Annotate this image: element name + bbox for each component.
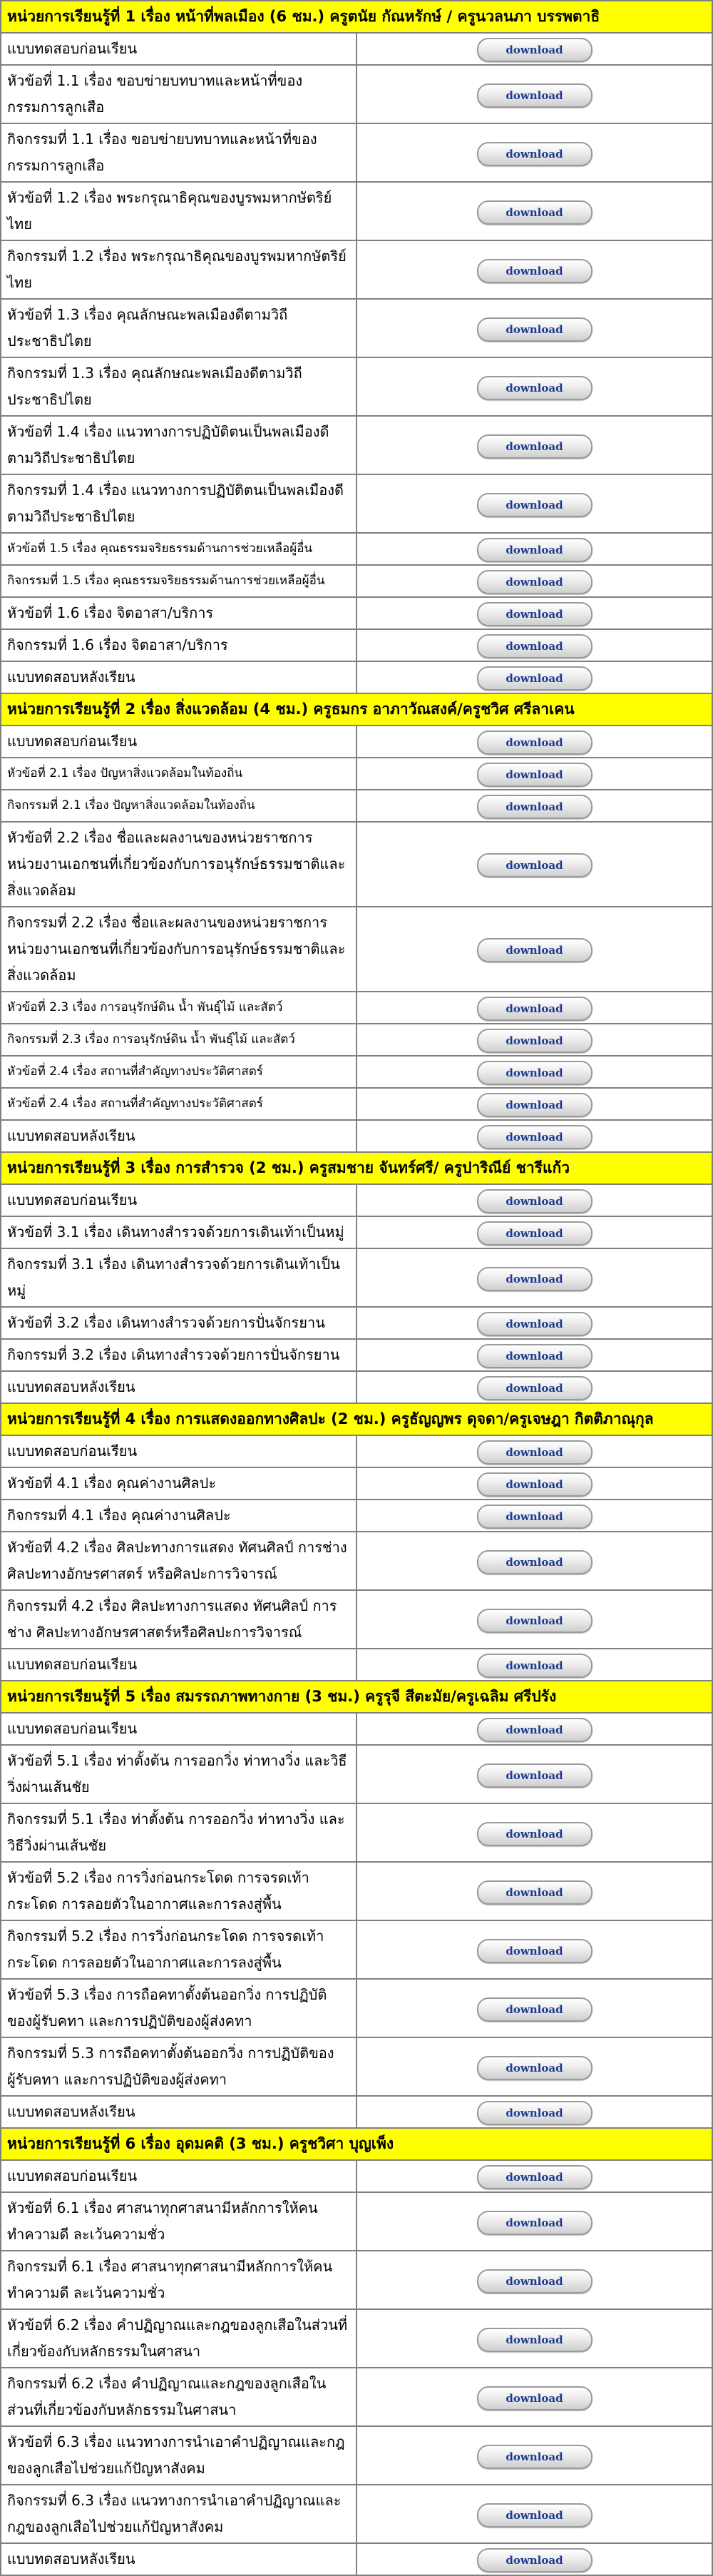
lesson-row [1, 758, 712, 790]
lesson-row [1, 726, 712, 758]
unit-header: หน่วยการเรียนรู้ที่ 1 เรื่อง หน้าที่พลเมือง (6 ชม.) ครูตนัย กัณหรักษ์ / ครูนวลนภา บรรพตาธิ [1, 1, 712, 33]
lesson-title: แบบทดสอบก่อนเรียน [1, 1649, 356, 1681]
lesson-row [1, 992, 712, 1024]
lesson-title: หัวข้อที่ 5.1 เรื่อง ท่าตั้งต้น การออกวิ่ง ท่าทางวิ่ง และวิธีวิ่งผ่านเส้นชัย [1, 1745, 356, 1803]
lesson-title: กิจกรรมที่ 5.1 เรื่อง ท่าตั้งต้น การออกวิ่ง ท่าทางวิ่ง และวิธีวิ่งผ่านเส้นชัย [1, 1803, 356, 1862]
download-cell [356, 2543, 712, 2575]
download-button[interactable]: download [477, 1267, 593, 1291]
lesson-title: กิจกรรมที่ 1.4 เรื่อง แนวทางการปฏิบัติตนเป็นพลเมืองดีตามวิถีประชาธิปไตย [1, 474, 356, 533]
download-cell [356, 1500, 712, 1532]
lesson-title: แบบทดสอบหลังเรียน [1, 661, 356, 693]
lesson-title: แบบทดสอบก่อนเรียน [1, 1435, 356, 1467]
download-button[interactable]: download [477, 1029, 593, 1053]
download-cell [356, 2368, 712, 2426]
lesson-title: กิจกรรมที่ 1.6 เรื่อง จิตอาสา/บริการ [1, 629, 356, 661]
download-button[interactable]: download [477, 1550, 593, 1574]
download-cell [356, 1979, 712, 2037]
lesson-row [1, 597, 712, 629]
lesson-row [1, 357, 712, 416]
lesson-title: หัวข้อที่ 6.3 เรื่อง แนวทางการนำเอาคำปฏิญาณและกฎของลูกเสือไปช่วยแก้ปัญหาสังคม [1, 2426, 356, 2485]
download-cell [356, 1339, 712, 1371]
download-cell [356, 2426, 712, 2485]
download-cell [356, 1248, 712, 1307]
download-button[interactable]: download [477, 38, 593, 62]
lesson-row [1, 1532, 712, 1590]
download-button[interactable]: download [477, 666, 593, 691]
lesson-row [1, 1713, 712, 1745]
lesson-row [1, 1803, 712, 1862]
lesson-title: กิจกรรมที่ 6.2 เรื่อง คำปฏิญาณและกฎของลูกเสือในส่วนที่เกี่ยวข้องกับหลักธรรมในศาสนา [1, 2368, 356, 2426]
lesson-title: กิจกรรมที่ 5.3 การถือคทาตั้งต้นออกวิ่ง การปฏิบัติของผู้รับคทา และการปฏิบัติของผู้ส่งคทา [1, 2037, 356, 2096]
download-cell [356, 416, 712, 474]
lesson-title: กิจกรรมที่ 2.1 เรื่อง ปัญหาสิ่งแวดล้อมในท้องถิ่น [1, 790, 356, 822]
lesson-row [1, 1339, 712, 1371]
lesson-title: หัวข้อที่ 6.1 เรื่อง ศาสนาทุกศาสนามีหลักการให้คนทำความดี ละเว้นความชั่ว [1, 2192, 356, 2251]
download-cell [356, 790, 712, 822]
lesson-title: หัวข้อที่ 4.1 เรื่อง คุณค่างานศิลปะ [1, 1467, 356, 1500]
download-cell [356, 822, 712, 907]
lesson-title: กิจกรรมที่ 1.1 เรื่อง ขอบข่ายบทบาทและหน้าที่ของกรรมการลูกเสือ [1, 123, 356, 182]
download-button[interactable]: download [477, 2445, 593, 2469]
download-cell [356, 597, 712, 629]
download-button[interactable]: download [477, 2269, 593, 2294]
lesson-title: หัวข้อที่ 3.1 เรื่อง เดินทางสำรวจด้วยการเดินเท้าเป็นหมู่ [1, 1216, 356, 1248]
download-button[interactable]: download [477, 1093, 593, 1117]
download-button[interactable]: download [477, 83, 593, 108]
lesson-row [1, 2251, 712, 2309]
lesson-row [1, 1371, 712, 1403]
lesson-title: หัวข้อที่ 1.4 เรื่อง แนวทางการปฏิบัติตนเป็นพลเมืองดีตามวิถีประชาธิปไตย [1, 416, 356, 474]
lesson-row [1, 2426, 712, 2485]
download-cell [356, 2192, 712, 2251]
lesson-row [1, 2160, 712, 2192]
lesson-title: หัวข้อที่ 5.2 เรื่อง การวิ่งก่อนกระโดด การจรดเท้ากระโดด การลอยตัวในอากาศและการลงสู่พื้น [1, 1862, 356, 1920]
download-button[interactable]: download [477, 259, 593, 283]
lesson-title: แบบทดสอบก่อนเรียน [1, 1713, 356, 1745]
lesson-row [1, 1088, 712, 1120]
lesson-title: กิจกรรมที่ 2.2 เรื่อง ชื่อและผลงานของหน่วยราชการ หน่วยงานเอกชนที่เกี่ยวข้องกับการอนุรักษ์ธรรมชาติและสิ่งแวดล้อม [1, 907, 356, 992]
download-cell [356, 1803, 712, 1862]
download-cell [356, 565, 712, 597]
unit-header-row [1, 1152, 712, 1184]
lesson-table-body [1, 1, 712, 2575]
lesson-row [1, 907, 712, 992]
download-cell [356, 1532, 712, 1590]
download-cell [356, 907, 712, 992]
lesson-row [1, 661, 712, 693]
download-button[interactable]: download [477, 1472, 593, 1497]
download-button[interactable]: download [477, 1880, 593, 1905]
lesson-title: หัวข้อที่ 1.6 เรื่อง จิตอาสา/บริการ [1, 597, 356, 629]
lesson-row [1, 533, 712, 565]
lesson-row [1, 2096, 712, 2128]
download-button[interactable]: download [477, 2503, 593, 2527]
download-button[interactable]: download [477, 997, 593, 1021]
lesson-title: หัวข้อที่ 2.3 เรื่อง การอนุรักษ์ดิน น้ำ พันธุ์ไม้ และสัตว์ [1, 992, 356, 1024]
download-button[interactable]: download [477, 1061, 593, 1085]
download-button[interactable]: download [477, 493, 593, 517]
download-button[interactable]: download [477, 730, 593, 755]
download-cell [356, 1435, 712, 1467]
download-button[interactable]: download [477, 2165, 593, 2189]
download-cell [356, 726, 712, 758]
lesson-title: กิจกรรมที่ 1.5 เรื่อง คุณธรรมจริยธรรมด้านการช่วยเหลือผู้อื่น [1, 565, 356, 597]
lesson-row [1, 1920, 712, 1979]
lesson-row [1, 1745, 712, 1803]
download-cell [356, 2160, 712, 2192]
lesson-title: หัวข้อที่ 1.2 เรื่อง พระกรุณาธิคุณของบูรพมหากษัตริย์ไทย [1, 182, 356, 240]
lesson-title: หัวข้อที่ 2.4 เรื่อง สถานที่สำคัญทางประวัติศาสตร์ [1, 1088, 356, 1120]
download-cell [356, 1920, 712, 1979]
download-cell [356, 1862, 712, 1920]
lesson-row [1, 2543, 712, 2575]
download-button[interactable]: download [477, 200, 593, 225]
lesson-row [1, 822, 712, 907]
lesson-title: แบบทดสอบก่อนเรียน [1, 33, 356, 65]
download-cell [356, 1056, 712, 1088]
download-cell [356, 2037, 712, 2096]
lesson-title: หัวข้อที่ 5.3 เรื่อง การถือคทาตั้งต้นออกวิ่ง การปฏิบัติของผู้รับคทา และการปฏิบัติของผู้ส่งคทา [1, 1979, 356, 2037]
download-button[interactable]: download [477, 1440, 593, 1465]
lesson-title: แบบทดสอบก่อนเรียน [1, 726, 356, 758]
lesson-title: หัวข้อที่ 1.1 เรื่อง ขอบข่ายบทบาทและหน้าที่ของกรรมการลูกเสือ [1, 65, 356, 123]
unit-header: หน่วยการเรียนรู้ที่ 3 เรื่อง การสำรวจ (2 ชม.) ครูสมชาย จันทร์ศรี/ ครูปาริณีย์ ชารีแก้ว [1, 1152, 712, 1184]
lesson-title: หัวข้อที่ 3.2 เรื่อง เดินทางสำรวจด้วยการปั่นจักรยาน [1, 1307, 356, 1339]
download-cell [356, 1307, 712, 1339]
lesson-title: กิจกรรมที่ 1.2 เรื่อง พระกรุณาธิคุณของบูรพมหากษัตริย์ไทย [1, 240, 356, 299]
lesson-title: หัวข้อที่ 2.1 เรื่อง ปัญหาสิ่งแวดล้อมในท้องถิ่น [1, 758, 356, 790]
lesson-row [1, 629, 712, 661]
download-cell [356, 123, 712, 182]
lesson-row [1, 2192, 712, 2251]
download-button[interactable]: download [477, 795, 593, 819]
lesson-row [1, 1590, 712, 1649]
download-button[interactable]: download [477, 1609, 593, 1633]
unit-header: หน่วยการเรียนรู้ที่ 5 เรื่อง สมรรถภาพทางกาย (3 ชม.) ครูรุจี สีตะมัย/ครูเฉลิม ศรีปรัง [1, 1681, 712, 1713]
download-cell [356, 2309, 712, 2368]
lesson-row [1, 2037, 712, 2096]
download-button[interactable]: download [477, 317, 593, 342]
lesson-row [1, 1024, 712, 1056]
download-cell [356, 629, 712, 661]
lesson-title: กิจกรรมที่ 6.1 เรื่อง ศาสนาทุกศาสนามีหลักการให้คนทำความดี ละเว้นความชั่ว [1, 2251, 356, 2309]
lesson-title: กิจกรรมที่ 1.3 เรื่อง คุณลักษณะพลเมืองดีตามวิถีประชาธิปไตย [1, 357, 356, 416]
unit-header-row [1, 2128, 712, 2160]
lesson-row [1, 416, 712, 474]
download-cell [356, 1088, 712, 1120]
lesson-title: หัวข้อที่ 4.2 เรื่อง ศิลปะทางการแสดง ทัศนศิลป์ การช่าง ศิลปะทางอักษรศาสตร์ หรือศิลปะการวิจารณ์ [1, 1532, 356, 1590]
lesson-row [1, 1184, 712, 1216]
lesson-row [1, 1216, 712, 1248]
unit-header-row [1, 1681, 712, 1713]
lesson-title: แบบทดสอบก่อนเรียน [1, 2160, 356, 2192]
download-button[interactable]: download [477, 1221, 593, 1246]
download-cell [356, 2485, 712, 2543]
lesson-row [1, 1467, 712, 1500]
download-button[interactable]: download [477, 853, 593, 877]
download-cell [356, 1024, 712, 1056]
download-button[interactable]: download [477, 2328, 593, 2352]
download-cell [356, 1184, 712, 1216]
download-cell [356, 474, 712, 533]
download-button[interactable]: download [477, 538, 593, 562]
lesson-row [1, 123, 712, 182]
download-cell [356, 992, 712, 1024]
lesson-row [1, 33, 712, 65]
lesson-title: แบบทดสอบหลังเรียน [1, 2543, 356, 2575]
lesson-row [1, 299, 712, 357]
lesson-title: หัวข้อที่ 2.2 เรื่อง ชื่อและผลงานของหน่วยราชการ หน่วยงานเอกชนที่เกี่ยวข้องกับการอนุรักษ์ธรรมชาติและสิ่งแวดล้อม [1, 822, 356, 907]
lesson-row [1, 1862, 712, 1920]
download-button[interactable]: download [477, 634, 593, 658]
download-cell [356, 1120, 712, 1152]
download-button[interactable]: download [477, 2101, 593, 2125]
download-button[interactable]: download [477, 2211, 593, 2235]
download-cell [356, 1590, 712, 1649]
download-cell [356, 33, 712, 65]
lesson-row [1, 474, 712, 533]
lesson-title: กิจกรรมที่ 3.2 เรื่อง เดินทางสำรวจด้วยการปั่นจักรยาน [1, 1339, 356, 1371]
download-cell [356, 533, 712, 565]
download-button[interactable]: download [477, 376, 593, 400]
download-button[interactable]: download [477, 1189, 593, 1213]
unit-header-row [1, 1403, 712, 1435]
download-button[interactable]: download [477, 602, 593, 626]
lesson-row [1, 182, 712, 240]
download-button[interactable]: download [477, 1763, 593, 1788]
lesson-title: กิจกรรมที่ 3.1 เรื่อง เดินทางสำรวจด้วยการเดินเท้าเป็นหมู่ [1, 1248, 356, 1307]
download-button[interactable]: download [477, 1654, 593, 1678]
download-cell [356, 1745, 712, 1803]
download-cell [356, 2096, 712, 2128]
lesson-row [1, 1435, 712, 1467]
download-button[interactable]: download [477, 1997, 593, 2022]
download-cell [356, 65, 712, 123]
download-button[interactable]: download [477, 1718, 593, 1742]
download-cell [356, 1216, 712, 1248]
download-cell [356, 2251, 712, 2309]
download-cell [356, 758, 712, 790]
lesson-title: แบบทดสอบหลังเรียน [1, 1120, 356, 1152]
lesson-title: กิจกรรมที่ 5.2 เรื่อง การวิ่งก่อนกระโดด การจรดเท้ากระโดด การลอยตัวในอากาศและการลงสู่พื้น [1, 1920, 356, 1979]
lesson-row [1, 790, 712, 822]
download-button[interactable]: download [477, 570, 593, 594]
lesson-title: หัวข้อที่ 1.3 เรื่อง คุณลักษณะพลเมืองดีตามวิถีประชาธิปไตย [1, 299, 356, 357]
download-button[interactable]: download [477, 2056, 593, 2080]
download-button[interactable]: download [477, 938, 593, 962]
lesson-title: กิจกรรมที่ 4.1 เรื่อง คุณค่างานศิลปะ [1, 1500, 356, 1532]
download-cell [356, 1371, 712, 1403]
download-button[interactable]: download [477, 1939, 593, 1963]
lesson-title: หัวข้อที่ 1.5 เรื่อง คุณธรรมจริยธรรมด้านการช่วยเหลือผู้อื่น [1, 533, 356, 565]
download-button[interactable]: download [477, 2386, 593, 2410]
lesson-title: กิจกรรมที่ 4.2 เรื่อง ศิลปะทางการแสดง ทัศนศิลป์ การช่าง ศิลปะทางอักษรศาสตร์หรือศิลปะการวิจารณ์ [1, 1590, 356, 1649]
download-cell [356, 299, 712, 357]
lesson-row [1, 565, 712, 597]
lesson-row [1, 2309, 712, 2368]
lesson-title: แบบทดสอบหลังเรียน [1, 2096, 356, 2128]
download-cell [356, 1467, 712, 1500]
lesson-title: หัวข้อที่ 6.2 เรื่อง คำปฏิญาณและกฎของลูกเสือในส่วนที่เกี่ยวข้องกับหลักธรรมในศาสนา [1, 2309, 356, 2368]
download-button[interactable]: download [477, 1312, 593, 1336]
lesson-row [1, 1649, 712, 1681]
lesson-title: แบบทดสอบก่อนเรียน [1, 1184, 356, 1216]
unit-header: หน่วยการเรียนรู้ที่ 4 เรื่อง การแสดงออกทางศิลปะ (2 ชม.) ครูธัญญพร ดุจดา/ครูเจษฎา กิตติภาณุกุล [1, 1403, 712, 1435]
unit-header: หน่วยการเรียนรู้ที่ 6 เรื่อง อุดมคติ (3 ชม.) ครูชวิศา บุญเพ็ง [1, 2128, 712, 2160]
download-button[interactable]: download [477, 434, 593, 459]
download-button[interactable]: download [477, 2548, 593, 2572]
lesson-title: แบบทดสอบหลังเรียน [1, 1371, 356, 1403]
download-button[interactable]: download [477, 1822, 593, 1846]
lesson-row [1, 1056, 712, 1088]
download-cell [356, 182, 712, 240]
lesson-row [1, 1307, 712, 1339]
lesson-row [1, 1979, 712, 2037]
unit-header-row [1, 1, 712, 33]
lesson-row [1, 2368, 712, 2426]
lesson-row [1, 2485, 712, 2543]
download-cell [356, 240, 712, 299]
download-cell [356, 1713, 712, 1745]
download-cell [356, 661, 712, 693]
lesson-row [1, 1248, 712, 1307]
download-button[interactable]: download [477, 142, 593, 166]
unit-header-row [1, 693, 712, 726]
lesson-title: หัวข้อที่ 2.4 เรื่อง สถานที่สำคัญทางประวัติศาสตร์ [1, 1056, 356, 1088]
lesson-row [1, 240, 712, 299]
download-cell [356, 1649, 712, 1681]
download-button[interactable]: download [477, 1505, 593, 1529]
download-button[interactable]: download [477, 1344, 593, 1368]
download-cell [356, 357, 712, 416]
lesson-title: กิจกรรมที่ 2.3 เรื่อง การอนุรักษ์ดิน น้ำ พันธุ์ไม้ และสัตว์ [1, 1024, 356, 1056]
download-button[interactable]: download [477, 763, 593, 787]
lesson-title: กิจกรรมที่ 6.3 เรื่อง แนวทางการนำเอาคำปฏิญาณและกฎของลูกเสือไปช่วยแก้ปัญหาสังคม [1, 2485, 356, 2543]
lesson-row [1, 1120, 712, 1152]
unit-header: หน่วยการเรียนรู้ที่ 2 เรื่อง สิ่งแวดล้อม (4 ชม.) ครูธมกร อาภาวัณสงค์/ครูชวิศ ศรีลาเคน [1, 693, 712, 726]
lesson-row [1, 1500, 712, 1532]
download-button[interactable]: download [477, 1125, 593, 1149]
lesson-row [1, 65, 712, 123]
download-button[interactable]: download [477, 1376, 593, 1400]
